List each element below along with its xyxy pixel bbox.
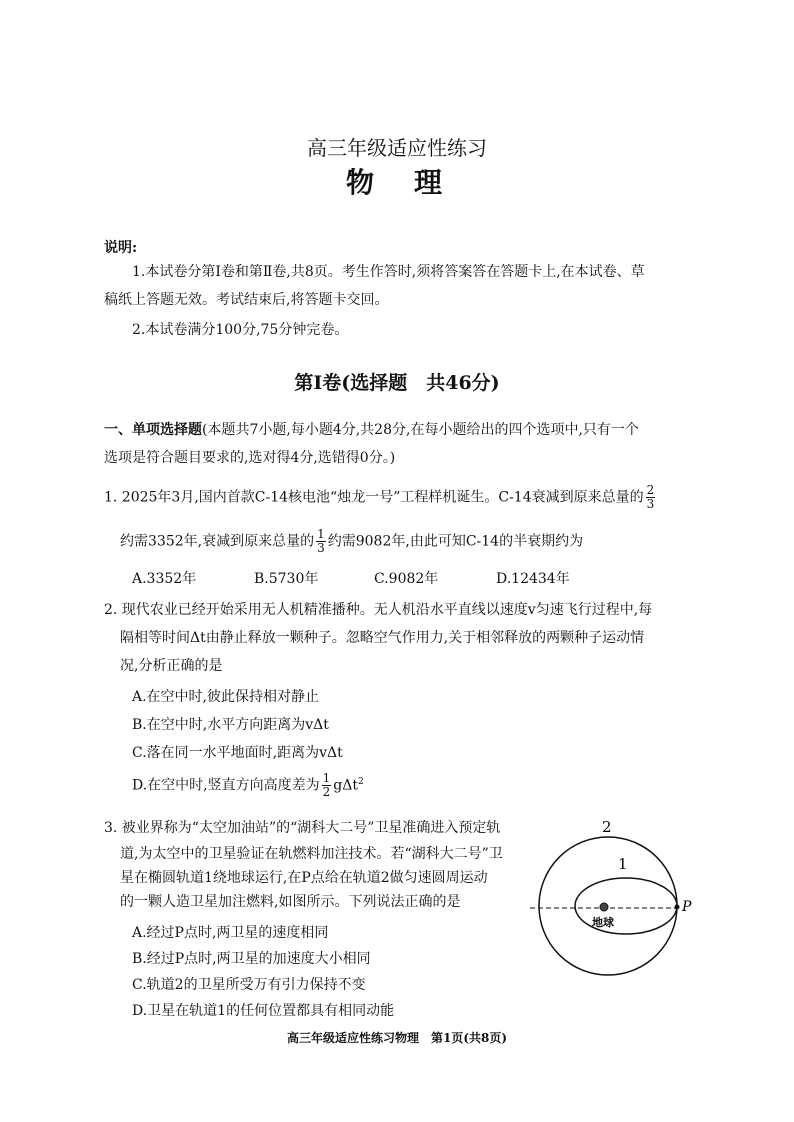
- notes-line-1b: 稿纸上答题无效。考试结束后,将答题卡交回。: [104, 292, 389, 308]
- orbit-2-label: 2: [602, 818, 612, 836]
- part1-heading: 一、单项选择题: [104, 422, 202, 438]
- q1-option-b: B.5730年: [254, 571, 319, 587]
- q1-line-1: [104, 484, 657, 511]
- part1-desc-line-b: 选项是符合题目要求的,选对得4分,选错得0分。): [104, 450, 396, 466]
- q1-frac1-num: 2: [646, 483, 655, 497]
- q3-option-c: C.轨道2的卫星所受万有引力保持不变: [132, 977, 366, 993]
- q2-fraction-1-2: [322, 772, 332, 799]
- q1-frac2-num: 1: [317, 527, 325, 541]
- q1-option-d: D.12434年: [496, 571, 570, 587]
- q1-line-2: [120, 528, 583, 555]
- q1-frac1-den: 3: [646, 497, 655, 511]
- q3-option-a: A.经过P点时,两卫星的速度相同: [132, 925, 329, 941]
- orbit-figure: [530, 812, 730, 1022]
- exam-subtitle: 高三年级适应性练习: [307, 136, 487, 160]
- section-title: 第Ⅰ卷(选择题 共46分): [294, 372, 500, 394]
- q3-line-4: 的一颗人造卫星加注燃料,如图所示。下列说法正确的是: [120, 894, 461, 910]
- q1-frac2-den: 3: [317, 541, 325, 555]
- q1-text-1: 1. 2025年3月,国内首款C-14核电池“烛龙一号”工程样机诞生。C-14衰减到原来总量的: [104, 489, 644, 506]
- q2-line-1: 2. 现代农业已经开始采用无人机精准播种。无人机沿水平直线以速度v匀速飞行过程中,每: [104, 602, 653, 618]
- point-p-label: P: [682, 899, 692, 915]
- q2-line-2: 隔相等时间Δt由静止释放一颗种子。忽略空气作用力,关于相邻释放的两颗种子运动情: [120, 630, 645, 646]
- q3-line-2: 道,为太空中的卫星验证在轨燃料加注技术。若“湖科大二号”卫: [120, 846, 503, 862]
- q3-line-1: 3. 被业界称为“太空加油站”的“湖科大二号”卫星准确进入预定轨: [104, 820, 501, 836]
- exam-title: 物 理: [345, 166, 448, 199]
- q2-option-a: A.在空中时,彼此保持相对静止: [132, 689, 320, 705]
- q3-option-d: D.卫星在轨道1的任何位置都具有相同动能: [132, 1003, 395, 1019]
- notes-line-1a: 1.本试卷分第Ⅰ卷和第Ⅱ卷,共8页。考生作答时,须将答案答在答题卡上,在本试卷、草: [132, 264, 645, 280]
- earth-dot: [600, 903, 608, 911]
- q1-option-a: A.3352年: [132, 571, 197, 587]
- q2-option-d-exponent: 2: [357, 776, 364, 787]
- part1-desc-a: (本题共7小题,每小题4分,共28分,在每小题给出的四个选项中,只有一个: [202, 422, 639, 438]
- notes-heading: 说明:: [104, 240, 138, 256]
- q1-text-2a: 约需3352年,衰减到原来总量的: [120, 533, 315, 550]
- q2-option-b: B.在空中时,水平方向距离为vΔt: [132, 717, 329, 733]
- q1-fraction-1-3: [316, 528, 326, 555]
- q2-frac-den: 2: [322, 785, 331, 799]
- notes-line-2: 2.本试卷满分100分,75分钟完卷。: [132, 322, 349, 338]
- q2-line-3: 况,分析正确的是: [120, 658, 223, 674]
- q2-option-d-text: D.在空中时,竖直方向高度差为: [132, 777, 320, 794]
- earth-label: 地球: [592, 916, 614, 929]
- q2-option-c: C.落在同一水平地面时,距离为vΔt: [132, 745, 343, 761]
- orbit-1-label: 1: [618, 855, 628, 873]
- q2-option-d: [132, 772, 364, 799]
- q2-option-d-formula: gΔt: [333, 777, 358, 794]
- q3-option-b: B.经过P点时,两卫星的加速度大小相同: [132, 951, 371, 967]
- q2-frac-num: 1: [322, 771, 331, 785]
- q1-fraction-2-3: [646, 484, 656, 511]
- q1-option-c: C.9082年: [374, 571, 439, 587]
- part1-desc-line-a: [104, 420, 639, 440]
- orbit-1-ellipse: [575, 878, 677, 934]
- point-p-dot: [675, 905, 680, 910]
- page-footer: 高三年级适应性练习物理 第1页(共8页): [286, 1031, 508, 1045]
- q1-text-2b: 约需9082年,由此可知C-14的半衰期约为: [327, 533, 584, 550]
- q3-line-3: 星在椭圆轨道1绕地球运行,在P点给在轨道2做匀速圆周运动: [120, 870, 488, 886]
